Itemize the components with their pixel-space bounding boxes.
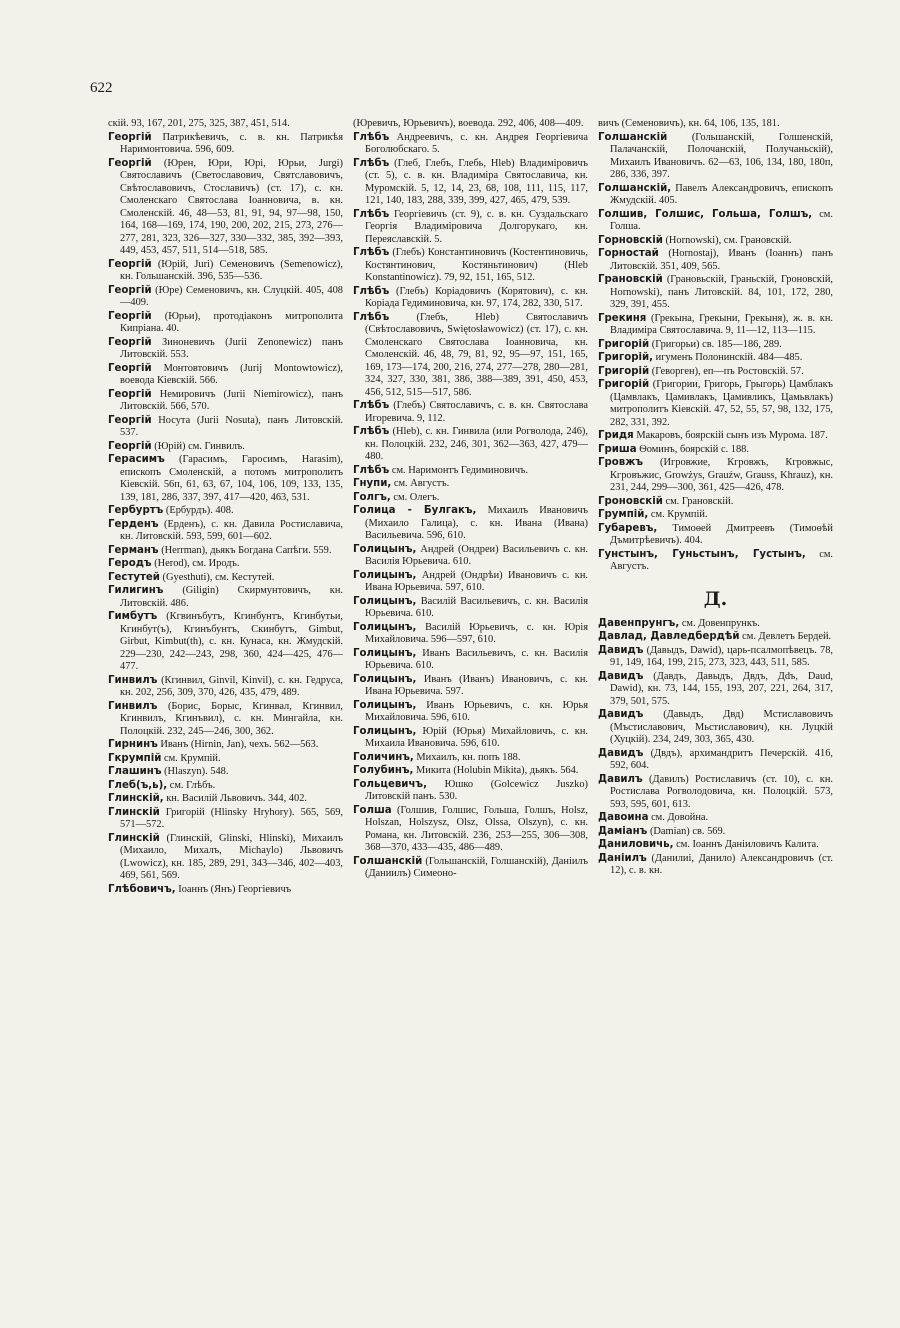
index-entry — [598, 248, 833, 273]
entry-text: (Кгинвил, Ginvil, Kinvil), с. кн. Гедруса, кн. 202, 256, 309, 370, 426, 435, 479, 489. — [120, 674, 343, 698]
entry-headword: Георгій — [108, 362, 152, 374]
entry-headword: Гровжъ — [598, 457, 644, 468]
entry-text: Иванъ (Hirnin, Jan), чехъ. 562—563. — [160, 739, 319, 750]
entry-headword: Глѣбъ — [353, 400, 390, 411]
entry-headword: Грумпій, — [598, 509, 649, 520]
entry-headword: Григорій — [598, 379, 650, 390]
entry-text: Зиноневичъ (Jurii Zenonewicz) панъ Литовскій. 553. — [120, 336, 343, 360]
entry-headword: Гольцевичъ, — [353, 778, 427, 790]
index-entry — [108, 158, 343, 258]
index-entry — [598, 645, 833, 670]
entry-headword: Георгій — [108, 310, 152, 322]
entry-headword: Гирнинъ — [108, 739, 158, 750]
entry-headword: Гимбутъ — [108, 611, 158, 622]
index-entry — [598, 671, 833, 709]
entry-text: (Damian) св. 569. — [649, 825, 726, 837]
index-entry — [353, 247, 588, 285]
entry-text: (Юрен, Юри, Юрі, Юрьи, Jurgi) Святославичъ (Светославович, Святславовичъ, Свѣтославовичъ, Стославичъ) (ст. 17), с. кн. Смоленскаго Святослава Іоанновича, в. кн. Смоленскій. 46, 48—53, 81, 91, 94, 97—98, 150, 164, 168—169, 174, 190, 200, 202, 215, 273, 276—277, 281, 323, 326—327, 330—332, 385, 392—393, 449, 453, 457, 511, 514—518, 585. — [120, 157, 343, 256]
entry-text: (Юрій) см. Гинвилъ. — [154, 440, 245, 452]
index-entry — [353, 596, 588, 621]
entry-headword: Глѣбъ — [353, 208, 390, 220]
entry-text: см. Голша. — [610, 208, 833, 232]
index-entry — [108, 337, 343, 362]
index-entry — [353, 622, 588, 647]
entry-headword: Георгій — [108, 284, 152, 296]
index-entry — [353, 674, 588, 699]
index-entry — [598, 496, 833, 509]
entry-text: Михаилъ Ивановичъ (Михаило Галица), с. кн. Ивана (Ивана) Васильевича. 596, 610. — [365, 505, 588, 541]
entry-headword: Давоина — [598, 812, 649, 823]
index-entry — [353, 570, 588, 595]
entry-headword: Грекиня — [598, 312, 647, 324]
index-entry — [353, 700, 588, 725]
index-entry — [353, 765, 588, 778]
entry-text: (Глебъ, Hleb) Святославичъ (Свѣтославовичъ, Swiętosławowicz) (ст. 17), с. кн. Смоленскаго Святослава Іоанновича, кн. Смоленскій. 46, 48, 79, 81, 92, 95—97, 151, 165, 169, 173—174, 200, 216, 274, 277—278, 280—281, 324, 327, 330, 381, 386, 388—389, 391, 450, 453, 456, 512, 515—517, 586. — [365, 311, 588, 398]
entry-text: см. Крумпій. — [163, 752, 221, 764]
entry-text: (Ерденъ), с. кн. Давила Ростиславича, кн. Литовскій. 593, 599, 601—602. — [120, 518, 343, 542]
entry-text: Патрикѣевичъ, с. в. кн. Патрикѣя Наримонтовича. 596, 609. — [120, 131, 343, 155]
index-entry — [353, 752, 588, 765]
entry-headword: Георгій — [108, 258, 152, 270]
index-entry — [108, 585, 343, 610]
entry-text: игуменъ Полонинскій. 484—485. — [655, 352, 803, 363]
index-entry — [598, 366, 833, 379]
index-entry — [353, 805, 588, 855]
index-entry — [108, 259, 343, 284]
index-entry — [108, 780, 343, 793]
index-entry — [598, 118, 833, 131]
index-entry — [108, 505, 343, 518]
entry-headword: Гилигинъ — [108, 585, 164, 596]
entry-text: (Юре) Семеновичъ, кн. Слуцкій. 405, 408—409. — [120, 284, 343, 308]
entry-text: Ѳоминъ, боярскій с. 188. — [639, 443, 749, 455]
index-entry — [353, 856, 588, 881]
page-number: 622 — [90, 80, 113, 96]
entry-headword: Гкрумпій — [108, 752, 162, 764]
entry-headword: Голшанскій — [598, 131, 668, 143]
entry-text: Иванъ Васильевичъ, с. кн. Василія Юрьевича. 610. — [365, 647, 588, 671]
entry-text: Григорій (Hlinsky Hryhory). 565, 569, 571—572. — [120, 806, 343, 830]
entry-text: (Глебъ) Святославичъ, с. в. кн. Святослава Игоревича. 9, 112. — [365, 400, 588, 424]
entry-text: Михаилъ, кн. попъ 188. — [416, 751, 521, 763]
index-entry — [108, 675, 343, 700]
entry-text: Иванъ (Иванъ) Ивановичъ, с. кн. Ивана Юрьевича. 597. — [365, 673, 588, 697]
index-entry — [353, 400, 588, 425]
entry-text: (Юревичъ, Юрьевичъ), воевода. 292, 406, 408—409. — [353, 118, 584, 129]
entry-text: скій. 93, 167, 201, 275, 325, 387, 451, 514. — [108, 118, 290, 129]
index-entry — [353, 544, 588, 569]
entry-headword: Глинскій — [108, 806, 160, 818]
entry-headword: Давенпрунгъ, — [598, 617, 680, 629]
index-entry — [598, 618, 833, 631]
entry-text: (Грановьскій, Граньскій, Гроновскій, Hornowski), панъ Литовскій. 84, 101, 172, 280, 329, 391, 455. — [610, 274, 833, 310]
entry-headword: Губаревъ, — [598, 522, 658, 534]
entry-headword: Даніилъ — [598, 852, 647, 864]
index-entry — [598, 209, 833, 234]
entry-text: см. Девлетъ Бердей. — [742, 631, 832, 642]
index-entry — [108, 793, 343, 806]
entry-headword: Глѣбъ — [353, 157, 390, 169]
index-entry — [598, 709, 833, 747]
entry-headword: Голичинъ, — [353, 751, 414, 763]
entry-text: Андреевичъ, с. кн. Андрея Георгіевича Боголюбскаго. 5. — [365, 131, 588, 155]
entry-headword: Голицынъ, — [353, 725, 417, 737]
index-entry — [598, 313, 833, 338]
entry-text: Василій Васильевичъ, с. кн. Василія Юрьевича. 610. — [365, 595, 588, 619]
entry-headword: Гестутей — [108, 571, 160, 583]
entry-text: (Грекына, Грекыни, Грекыня), ж. в. кн. Владиміра Святославича. 9, 11—12, 113—115. — [610, 312, 833, 336]
entry-text: (Давдъ, Давыдъ, Двдъ, Дdъ, Daud, Dawid), кн. 73, 144, 155, 193, 207, 221, 264, 317, 379, 501, 575. — [610, 670, 833, 707]
index-entry — [108, 441, 343, 454]
index-entry — [108, 389, 343, 414]
entry-text: см. Іоаннъ Даніиловичъ Калита. — [676, 839, 819, 850]
index-entry — [108, 753, 343, 766]
entry-text: (Двдъ), архимандритъ Печерскій. 416, 592, 604. — [610, 747, 833, 771]
entry-text: (Юрій, Juri) Семеновичъ (Semenowicz), кн. Гольшанскій. 396, 535—536. — [120, 258, 343, 282]
entry-headword: Глѣбъ — [353, 426, 390, 437]
entry-text: (Юрьи), протодіаконъ митрополита Кипріана. 40. — [120, 310, 343, 334]
entry-text: Носута (Jurii Nosuta), панъ Литовскій. 537. — [120, 414, 343, 438]
entry-headword: Голицынъ, — [353, 621, 417, 633]
index-entry — [598, 430, 833, 443]
entry-headword: Гроновскій — [598, 495, 663, 507]
entry-text: (Кгвинъбутъ, Кгинбунтъ, Кгинбутьи, Кгинбут(ъ), Кгинъбунтъ, Скинбутъ, Gimbut, Girbut, Kimbut(th), с. кн. Кунаса, кн. Жмудскій. 229—230, 242—243, 298, 360, 424—425, 476—477. — [120, 611, 343, 672]
entry-text: (Herrman), дьякъ Богдана Сапѣги. 559. — [161, 544, 332, 556]
entry-headword: Гинвилъ — [108, 674, 158, 686]
index-entry — [353, 779, 588, 804]
index-entry — [108, 833, 343, 883]
entry-text: Иванъ Юрьевичъ, с. кн. Юрья Михайловича. 596, 610. — [365, 699, 588, 723]
index-entry — [108, 611, 343, 674]
index-entry — [108, 363, 343, 388]
entry-text: см. Глѣбъ. — [169, 779, 216, 791]
entry-text: (Гольшанскій, Голшанскій), Даніилъ (Даниилъ) Симеоно- — [365, 855, 588, 879]
entry-headword: Глѣбъ — [353, 464, 390, 476]
entry-headword: Горновскій — [598, 234, 663, 246]
index-entry — [353, 286, 588, 311]
entry-text: (Давыдъ, Двд) Мстиславовичъ (Мъстиславович, Мьстиславович), кн. Луцкій (Хуцкій). 234, 249, 303, 365, 430. — [610, 709, 833, 745]
entry-text: (Борис, Борыс, Кгинвал, Кгинвил, Кгинвилъ, Кгинъвил), с. кн. Мингайла, кн. Полоцкій. 232, 245—246, 300, 362. — [120, 700, 343, 737]
entry-headword: Геродъ — [108, 558, 152, 569]
index-entry — [598, 523, 833, 548]
index-entry — [108, 884, 343, 897]
index-entry — [598, 748, 833, 773]
entry-text: (Hornostaj), Иванъ (Іоаннъ) панъ Литовскій. 351, 409, 565. — [610, 248, 833, 272]
entry-text: (Ербурдъ). 408. — [165, 505, 234, 516]
entry-text: Тимоѳей Дмитреевъ (Тимоѳѣй Дъмитрѣевичъ). 404. — [610, 522, 833, 546]
index-entry — [598, 379, 833, 429]
index-entry — [108, 807, 343, 832]
entry-headword: Грановскій — [598, 274, 663, 285]
index-entry — [598, 183, 833, 208]
entry-text: Монтовтовичъ (Jurij Montowtowicz), воевода Кіевскій. 566. — [120, 362, 343, 386]
entry-text: см. Грановскій. — [665, 495, 734, 507]
entry-headword: Глѣбовичъ, — [108, 883, 176, 895]
entry-headword: Голшанскій — [353, 855, 423, 867]
entry-headword: Даниловичь, — [598, 839, 674, 850]
entry-text: (Давыдъ, Dawid), царь-псалмопѣвецъ. 78, 91, 149, 164, 199, 215, 273, 323, 443, 511, 585. — [610, 644, 833, 668]
entry-headword: Глѣбъ — [353, 311, 390, 323]
entry-headword: Голицынъ, — [353, 699, 417, 711]
entry-headword: Давидъ — [598, 709, 644, 720]
entry-text: (Гарасимъ, Гаросимъ, Harasim), епископъ Смоленскій, а потомъ митрополитъ Кіевскій. 56п, 61, 63, 67, 104, 106, 109, 133, 135, 139, 181, 286, 337, 397, 417—420, 463, 531. — [120, 454, 343, 503]
entry-headword: Георгій — [108, 131, 152, 143]
entry-headword: Гриша — [598, 443, 637, 455]
entry-text: см. Олегъ. — [393, 491, 440, 503]
entry-headword: Голицынъ, — [353, 673, 417, 685]
index-entry — [598, 826, 833, 839]
index-entry — [108, 132, 343, 157]
column-2 — [353, 118, 588, 1293]
index-entry — [108, 558, 343, 571]
entry-text: (Глебъ) Константиновичъ (Костентиновичь, Костянтинович, Костяньтинович) (Hleb Konstantinowicz). 79, 92, 151, 165, 512. — [365, 247, 588, 283]
index-columns — [108, 118, 833, 1293]
entry-headword: Гридя — [598, 430, 634, 441]
entry-text: Іоаннъ (Янъ) Георгіевичъ — [178, 883, 292, 895]
entry-headword: Голицынъ, — [353, 543, 417, 555]
index-entry — [598, 352, 833, 365]
entry-headword: Георгій — [108, 388, 152, 400]
index-entry — [598, 549, 833, 574]
entry-headword: Даміанъ — [598, 825, 648, 837]
index-entry — [108, 572, 343, 585]
entry-headword: Давидъ — [598, 747, 644, 759]
index-entry — [598, 509, 833, 522]
index-entry — [353, 726, 588, 751]
index-entry — [353, 158, 588, 208]
entry-headword: Давлад, Давледбердѣй — [598, 631, 740, 642]
entry-text: (Данилиі, Данило) Александровичъ (ст. 12), с. в. кн. — [610, 852, 833, 876]
entry-text: (Hlaszyn). 548. — [164, 766, 229, 777]
entry-headword: Григорій — [598, 338, 650, 350]
entry-headword: Глеб(ъ,ь), — [108, 779, 168, 791]
entry-text: Василій Юрьевичъ, с. кн. Юрія Михайловича. 596—597, 610. — [365, 621, 588, 645]
entry-headword: Голшанскій, — [598, 182, 672, 194]
index-entry — [108, 701, 343, 739]
entry-headword: Георгій — [108, 336, 152, 348]
index-entry — [598, 839, 833, 852]
index-entry — [353, 648, 588, 673]
entry-headword: Голубинъ, — [353, 765, 414, 776]
entry-text: Макаровъ, боярскій сынъ изъ Мурома. 187. — [636, 430, 828, 441]
entry-headword: Голицынъ, — [353, 647, 417, 659]
entry-text: (Hornowski), см. Грановскій. — [665, 234, 792, 246]
entry-headword: Герасимъ — [108, 454, 165, 465]
entry-headword: Гинвилъ — [108, 700, 158, 712]
entry-headword: Георгій — [108, 414, 152, 426]
index-entry — [108, 118, 343, 131]
index-entry — [353, 465, 588, 478]
entry-text: Юрій (Юрья) Михайловичъ, с. кн. Михаила Ивановича. 596, 610. — [365, 725, 588, 749]
entry-text: вичъ (Семеновичъ), кн. 64, 106, 135, 181. — [598, 118, 780, 129]
index-entry — [598, 132, 833, 182]
entry-text: Павелъ Александровичъ, епископъ Жмудскій. 405. — [610, 182, 833, 206]
entry-text: см. Августъ. — [610, 548, 833, 572]
entry-text: (Голшив, Голшис, Гольша, Голшъ, Holsz, Holszan, Holszysz, Olsz, Olssa, Olszyn), с. кн. Романа, кн. Литовскій. 236, 253—255, 306—308, 368—370, 433—435, 486—489. — [365, 804, 588, 853]
entry-headword: Глинскій — [108, 832, 160, 844]
index-entry — [598, 853, 833, 878]
entry-text: см. Августъ. — [393, 478, 450, 489]
entry-text: (Григорьи) св. 185—186, 289. — [651, 338, 782, 350]
column-1 — [108, 118, 343, 1293]
entry-text: Андрей (Ондрѣи) Ивановичъ с. кн. Ивана Юрьевича. 597, 610. — [365, 569, 588, 593]
entry-headword: Горностай — [598, 248, 659, 259]
index-entry — [108, 545, 343, 558]
entry-text: кн. Василій Львовичъ. 344, 402. — [166, 793, 307, 804]
entry-headword: Григорій, — [598, 352, 654, 363]
entry-text: (Giligin) Скирмунтовичъ, кн. Литовскій. 486. — [120, 585, 343, 609]
entry-text: Микита (Holubin Mikita), дьякъ. 564. — [416, 765, 579, 776]
index-entry — [353, 505, 588, 543]
entry-text: Немировичъ (Jurii Niemirowicz), панъ Литовскій. 566, 570. — [120, 388, 343, 412]
entry-headword: Давидъ — [598, 644, 644, 656]
index-entry — [108, 415, 343, 440]
entry-text: (Herod), см. Иродъ. — [154, 558, 240, 569]
entry-headword: Гунстынъ, Гуньстынъ, Густынъ, — [598, 548, 806, 560]
index-entry — [353, 492, 588, 505]
entry-text: см. Наримонтъ Гедиминовичъ. — [391, 464, 529, 476]
entry-headword: Германъ — [108, 544, 159, 556]
index-entry — [108, 739, 343, 752]
index-entry — [598, 274, 833, 312]
index-entry — [108, 311, 343, 336]
entry-text: (Глинскій, Glinski, Hlinski), Михаилъ (Михаило, Михалъ, Michaylo) Львовичъ (Lwowicz), кн. 185, 289, 291, 343—346, 402—403, 469, 561, 569. — [120, 832, 343, 881]
entry-headword: Глѣбъ — [353, 131, 390, 143]
index-entry — [108, 454, 343, 504]
index-entry — [598, 444, 833, 457]
entry-headword: Голша — [353, 804, 392, 816]
entry-text: (Gyesthuti), см. Кестутей. — [162, 571, 275, 583]
entry-text: Георгіевичъ (ст. 9), с. в. кн. Суздальскаго Георгія Владиміровича Долгорукаго, кн. Переяславскій. 5. — [365, 208, 588, 245]
index-entry — [353, 478, 588, 491]
entry-text: (Игровжие, Кгровжъ, Кгровжыс, Кгровъжис, Growżys, Grauźw, Grauss, Khrauz), кн. 231, 244, 299—300, 361, 425—426, 478. — [610, 457, 833, 493]
entry-text: (Глебъ) Коріадовичъ (Корятович), с. кн. Коріада Гедиминовича, кн. 97, 174, 282, 330, 517. — [365, 285, 588, 309]
entry-text: Андрей (Ондреи) Васильевичъ с. кн. Василія Юрьевича. 610. — [365, 543, 588, 567]
index-entry — [108, 519, 343, 544]
index-entry — [108, 285, 343, 310]
entry-headword: Давидъ — [598, 670, 644, 682]
entry-headword: Голгъ, — [353, 491, 391, 503]
entry-headword: Гербуртъ — [108, 505, 164, 516]
entry-text: (Глеб, Глебъ, Глебь, Hleb) Владиміровичъ (ст. 5), с. в. кн. Владиміра Святославича, кн. Муромскій. 5, 12, 14, 23, 68, 108, 111, 115, 117, 121, 140, 183, 288, 339, 399, 427, 465, 479, 539. — [365, 157, 588, 206]
entry-headword: Глинскій, — [108, 793, 164, 804]
column-3 — [598, 118, 833, 1293]
index-entry — [598, 812, 833, 825]
entry-text: (Гольшанскій, Голшенскій, Палачанскій, Полочанскій, Получаньскій), Михаилъ Ивановичъ. 62—63, 106, 134, 180, 180п, 286, 336, 397. — [610, 131, 833, 180]
entry-headword: Герденъ — [108, 518, 159, 530]
index-entry — [353, 312, 588, 400]
entry-headword: Георгій — [108, 440, 152, 452]
entry-headword: Георгій — [108, 157, 152, 169]
index-entry — [598, 631, 833, 644]
entry-headword: Глѣбъ — [353, 247, 390, 258]
section-letter: Д. — [703, 587, 728, 610]
index-entry — [108, 766, 343, 779]
entry-headword: Голица - Булгакъ, — [353, 505, 477, 516]
entry-text: Юшко (Golcewicz Juszko) Литовскій панъ. 530. — [365, 778, 588, 802]
entry-headword: Голицынъ, — [353, 595, 417, 607]
entry-headword: Григорій — [598, 365, 650, 377]
index-entry — [598, 774, 833, 812]
entry-text: см. Довенпрункъ. — [681, 617, 760, 629]
entry-headword: Глашинъ — [108, 766, 162, 777]
index-entry — [353, 118, 588, 131]
index-entry — [353, 426, 588, 464]
entry-headword: Глѣбъ — [353, 285, 390, 297]
entry-headword: Давилъ — [598, 773, 643, 785]
entry-headword: Гнупи, — [353, 478, 392, 489]
entry-text: (Давилъ) Ростиславичъ (ст. 10), с. кн. Ростислава Рогволодовича, кн. Полоцкій. 573, 593, 595, 601, 613. — [610, 773, 833, 810]
index-entry — [598, 457, 833, 495]
entry-text: см. Довойна. — [651, 812, 709, 823]
entry-headword: Голшив, Голшис, Гольша, Голшъ, — [598, 208, 813, 220]
entry-text: (Геворген), еп—пъ Ростовскій. 57. — [651, 365, 804, 377]
entry-text: (Григории, Григорь, Грыгорь) Цамблакъ (Цамвлакъ, Цамивлакъ, Цамивликъ, Цамьвлакъ) митрополитъ Кіевскій. 47, 52, 55, 57, 98, 132, 175, 282, 331, 392. — [610, 379, 833, 428]
entry-text: (Hleb), с. кн. Гинвила (или Рогволода, 246), кн. Полоцкій. 232, 246, 301, 362—363, 427, 479—480. — [365, 426, 588, 462]
entry-headword: Голицынъ, — [353, 569, 417, 581]
index-entry — [598, 235, 833, 248]
index-entry — [353, 132, 588, 157]
index-entry — [598, 339, 833, 352]
index-entry — [353, 209, 588, 247]
entry-text: см. Крумпій. — [650, 509, 708, 520]
